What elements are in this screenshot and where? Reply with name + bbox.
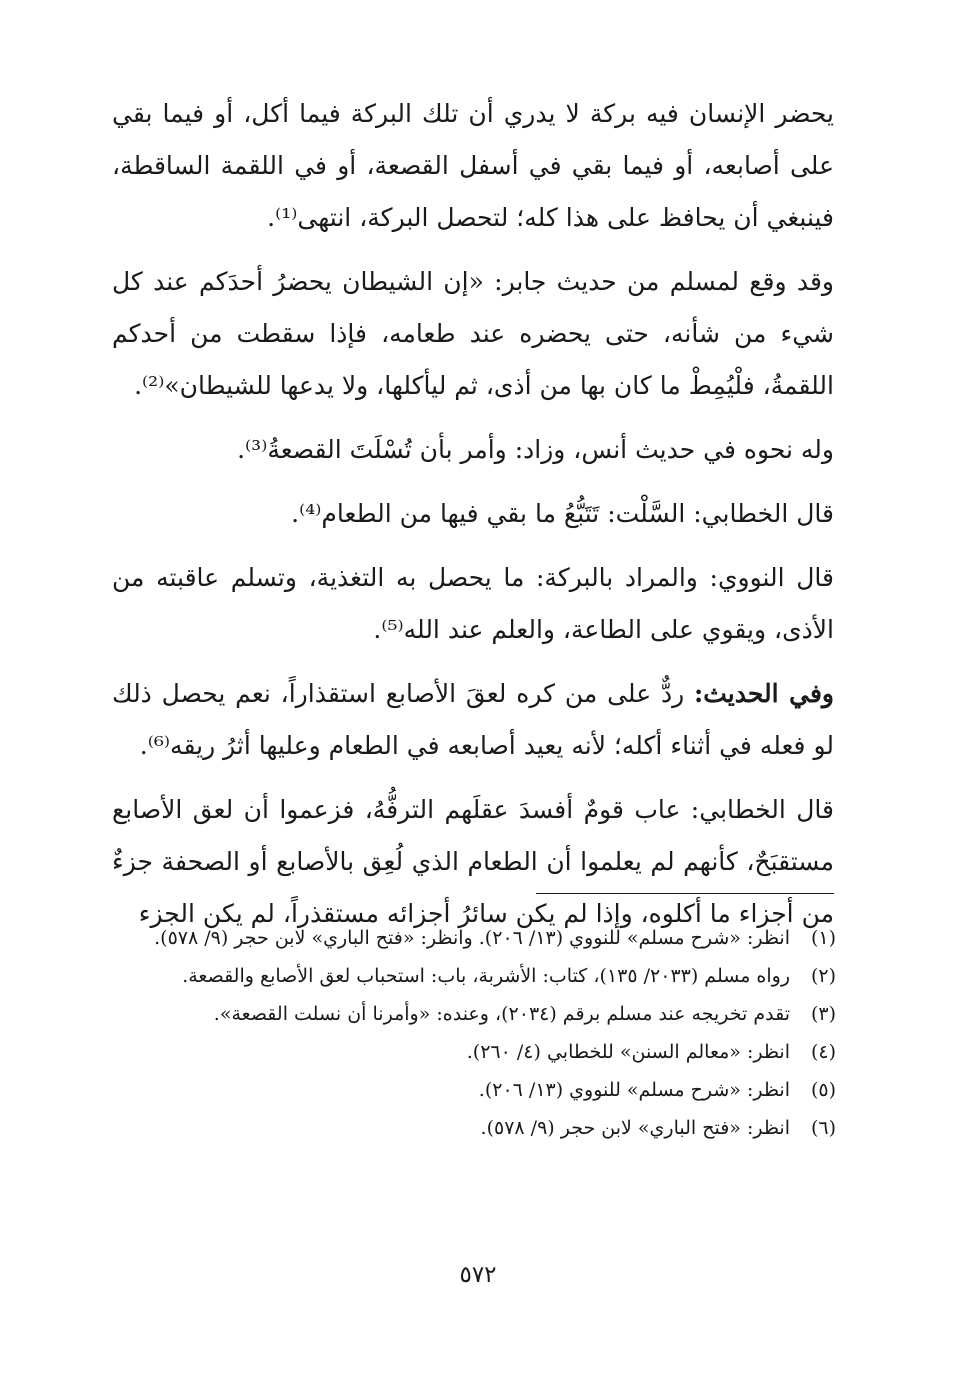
footnote-3	[112, 998, 836, 1030]
footnote-number: (٥)	[810, 1079, 836, 1101]
paragraph-text: وله نحوه في حديث أنس، وزاد: وأمر بأن تُسْلَتَ القصعةُ⁽³⁾.	[237, 435, 834, 464]
paragraph-5	[112, 552, 834, 656]
paragraph-7	[112, 784, 834, 940]
paragraph-4	[112, 488, 834, 540]
footnote-text: رواه مسلم (٢٠٣٣/ ١٣٥)، كتاب: الأشربة، باب: استحباب لعق الأصابع والقصعة.	[182, 965, 790, 987]
footnote-4	[112, 1036, 836, 1068]
paragraph-6	[112, 668, 834, 772]
footnote-number: (١)	[810, 927, 836, 949]
paragraph-1	[112, 88, 834, 244]
paragraph-lead: وفي الحديث:	[694, 679, 835, 708]
footnote-1	[112, 922, 836, 954]
footnote-5	[112, 1074, 836, 1106]
paragraph-3	[112, 424, 834, 476]
footnote-6	[112, 1112, 836, 1144]
footnote-text: انظر: «معالم السنن» للخطابي (٤/ ٢٦٠).	[466, 1041, 790, 1063]
footnote-2	[112, 960, 836, 992]
paragraph-text: قال الخطابي: عاب قومٌ أفسدَ عقلَهم الترفُّهُ، فزعموا أن لعق الأصابع مستقبَحٌ، كأنهم لم يعلموا أن الطعام الذي لُعِق بالأصابع أو الصحفة جزءٌ من أجزاء ما أكلوه، وإذا لم يكن سائرُ أجزائه مستقذراً، لم يكن الجزء	[112, 795, 834, 928]
paragraph-text: وقد وقع لمسلم من حديث جابر: «إن الشيطان يحضرُ أحدَكم عند كل شيء من شأنه، حتى يحضره عند طعامه، فإذا سقطت من أحدكم اللقمةُ، فلْيُمِطْ ما كان بها من أذى، ثم ليأكلها، ولا يدعها للشيطان»⁽²⁾.	[112, 267, 834, 400]
footnote-text: انظر: «شرح مسلم» للنووي (١٣/ ٢٠٦). وانظر: «فتح الباري» لابن حجر (٩/ ٥٧٨).	[154, 927, 790, 949]
footnote-number: (٤)	[810, 1041, 836, 1063]
footnote-text: تقدم تخريجه عند مسلم برقم (٢٠٣٤)، وعنده: «وأمرنا أن نسلت القصعة».	[213, 1003, 790, 1025]
page-number: ٥٧٢	[459, 1262, 497, 1288]
footnote-text: انظر: «شرح مسلم» للنووي (١٣/ ٢٠٦).	[478, 1079, 790, 1101]
paragraph-text: يحضر الإنسان فيه بركة لا يدري أن تلك البركة فيما أكل، أو فيما بقي على أصابعه، أو فيما بقي في أسفل القصعة، أو في اللقمة الساقطة، فينبغي أن يحافظ على هذا كله؛ لتحصل البركة، انتهى⁽¹⁾.	[112, 99, 834, 232]
footnote-number: (٢)	[810, 965, 836, 987]
footnote-text: انظر: «فتح الباري» لابن حجر (٩/ ٥٧٨).	[480, 1117, 790, 1139]
footnote-separator	[536, 893, 834, 894]
paragraph-text: قال الخطابي: السَّلْت: تَتَبُّعُ ما بقي فيها من الطعام⁽⁴⁾.	[291, 499, 834, 528]
main-text	[112, 88, 834, 952]
paragraph-text: ردٌّ على من كره لعقَ الأصابع استقذاراً، نعم يحصل ذلك لو فعله في أثناء أكله؛ لأنه يعيد أصابعه في الطعام وعليها أثرُ ريقه⁽⁶⁾.	[112, 679, 834, 760]
footnote-number: (٦)	[810, 1117, 836, 1139]
footnote-number: (٣)	[810, 1003, 836, 1025]
paragraph-2	[112, 256, 834, 412]
footnotes	[112, 922, 836, 1150]
paragraph-text: قال النووي: والمراد بالبركة: ما يحصل به التغذية، وتسلم عاقبته من الأذى، ويقوي على الطاعة، والعلم عند الله⁽⁵⁾.	[112, 563, 834, 644]
